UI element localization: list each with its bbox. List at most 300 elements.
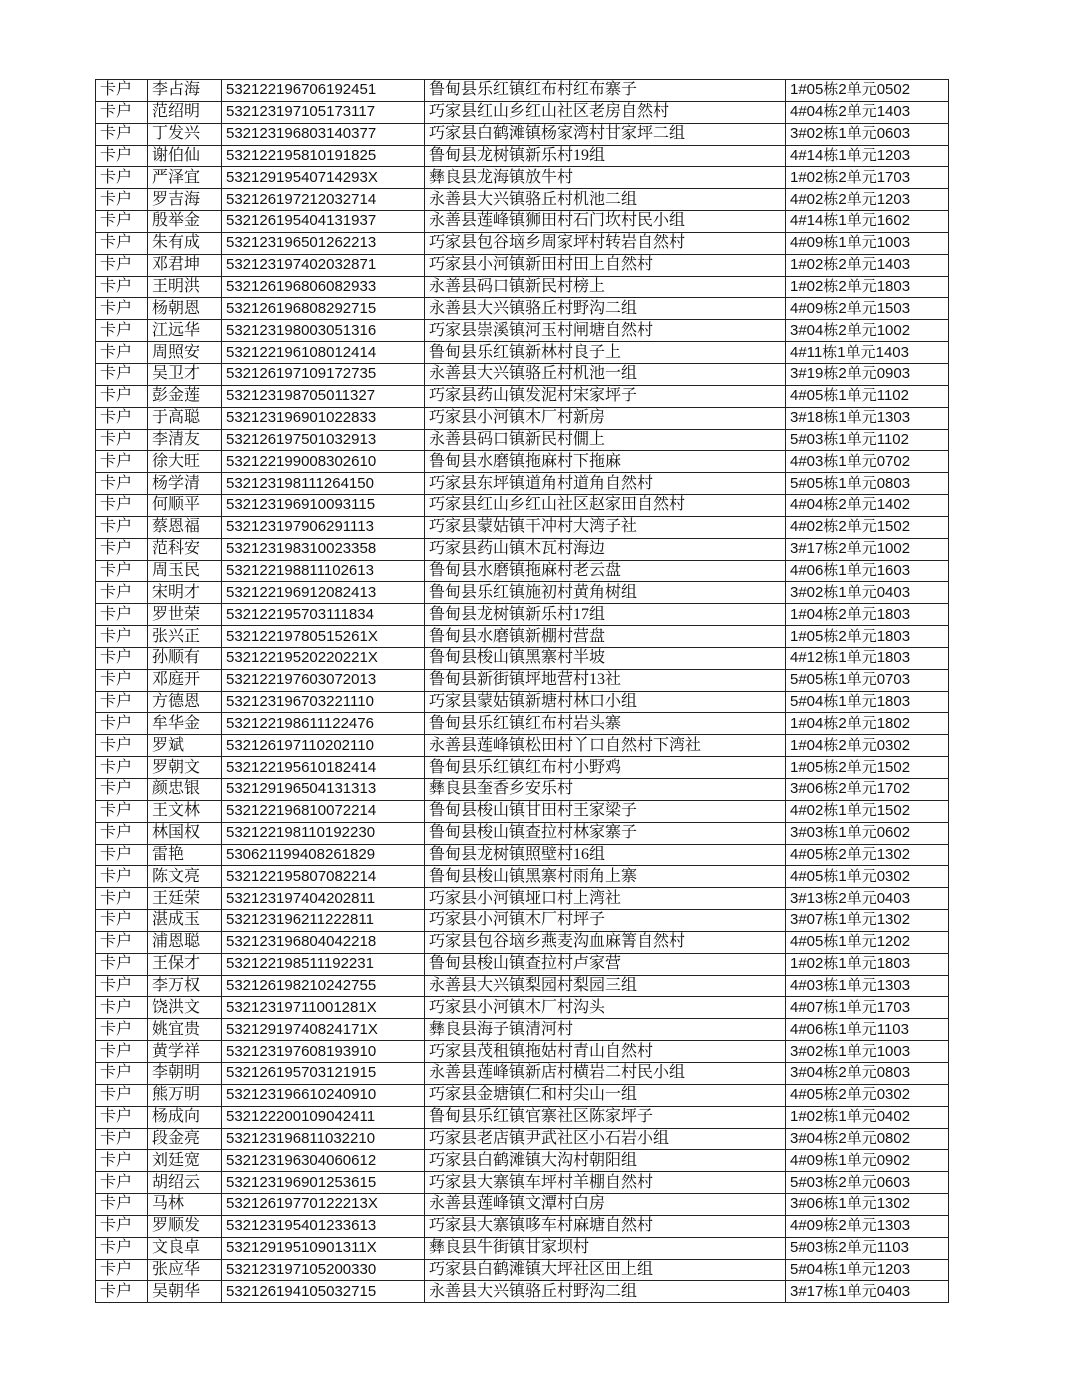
household-type-cell: 卡户 xyxy=(96,123,148,145)
id-number-cell: 532123197608193910 xyxy=(222,1041,425,1063)
table-row xyxy=(96,1019,949,1041)
address-cell: 巧家县金塘镇仁和村尖山一组 xyxy=(425,1084,786,1106)
person-name-cell: 王保才 xyxy=(148,953,222,975)
person-name-cell: 殷举金 xyxy=(148,211,222,233)
person-name-cell: 张兴正 xyxy=(148,626,222,648)
address-cell: 鲁甸县龙树镇新乐村19组 xyxy=(425,145,786,167)
table-row xyxy=(96,713,949,735)
room-assignment-cell: 1#04栋2单元1802 xyxy=(786,713,949,735)
id-number-cell: 532122198611122476 xyxy=(222,713,425,735)
room-assignment-cell: 4#12栋1单元1803 xyxy=(786,647,949,669)
table-row xyxy=(96,953,949,975)
person-name-cell: 李清友 xyxy=(148,429,222,451)
id-number-cell: 532126197501032913 xyxy=(222,429,425,451)
person-name-cell: 刘廷宽 xyxy=(148,1150,222,1172)
address-cell: 巧家县蒙姑镇新塘村林口小组 xyxy=(425,691,786,713)
room-assignment-cell: 5#04栋1单元1203 xyxy=(786,1259,949,1281)
household-type-cell: 卡户 xyxy=(96,167,148,189)
id-number-cell: 532126197212032714 xyxy=(222,189,425,211)
id-number-cell: 532122196108012414 xyxy=(222,342,425,364)
address-cell: 鲁甸县龙树镇新乐村17组 xyxy=(425,604,786,626)
id-number-cell: 532126195404131937 xyxy=(222,211,425,233)
person-name-cell: 杨朝恩 xyxy=(148,298,222,320)
address-cell: 鲁甸县乐红镇施初村黄角树组 xyxy=(425,582,786,604)
room-assignment-cell: 4#14栋1单元1203 xyxy=(786,145,949,167)
room-assignment-cell: 3#02栋1单元0403 xyxy=(786,582,949,604)
room-assignment-cell: 4#09栋1单元0902 xyxy=(786,1150,949,1172)
person-name-cell: 邓庭开 xyxy=(148,669,222,691)
household-type-cell: 卡户 xyxy=(96,626,148,648)
address-cell: 永善县莲峰镇狮田村石门坎村民小组 xyxy=(425,211,786,233)
table-row xyxy=(96,320,949,342)
table-row xyxy=(96,910,949,932)
id-number-cell: 53212919740824171X xyxy=(222,1019,425,1041)
address-cell: 鲁甸县梭山镇甘田村王家梁子 xyxy=(425,800,786,822)
room-assignment-cell: 1#02栋2单元1703 xyxy=(786,167,949,189)
person-name-cell: 杨学清 xyxy=(148,473,222,495)
room-assignment-cell: 3#19栋2单元0903 xyxy=(786,363,949,385)
person-name-cell: 徐大旺 xyxy=(148,451,222,473)
table-row xyxy=(96,560,949,582)
household-type-cell: 卡户 xyxy=(96,407,148,429)
room-assignment-cell: 4#02栋2单元1502 xyxy=(786,516,949,538)
table-row xyxy=(96,1128,949,1150)
id-number-cell: 532123197906291113 xyxy=(222,516,425,538)
table-row xyxy=(96,779,949,801)
household-table xyxy=(95,79,949,1303)
person-name-cell: 牟华金 xyxy=(148,713,222,735)
room-assignment-cell: 3#17栋1单元0403 xyxy=(786,1281,949,1303)
person-name-cell: 周玉民 xyxy=(148,560,222,582)
person-name-cell: 朱有成 xyxy=(148,232,222,254)
address-cell: 巧家县茂租镇拖姑村青山自然村 xyxy=(425,1041,786,1063)
table-row xyxy=(96,735,949,757)
room-assignment-cell: 3#18栋1单元1303 xyxy=(786,407,949,429)
address-cell: 鲁甸县乐红镇官寨社区陈家坪子 xyxy=(425,1106,786,1128)
person-name-cell: 浦恩聪 xyxy=(148,931,222,953)
address-cell: 永善县大兴镇骆丘村野沟二组 xyxy=(425,298,786,320)
person-name-cell: 罗顺发 xyxy=(148,1215,222,1237)
address-cell: 永善县大兴镇骆丘村机池二组 xyxy=(425,189,786,211)
room-assignment-cell: 4#04栋2单元1402 xyxy=(786,495,949,517)
room-assignment-cell: 3#17栋2单元1002 xyxy=(786,538,949,560)
table-row xyxy=(96,101,949,123)
person-name-cell: 段金亮 xyxy=(148,1128,222,1150)
address-cell: 巧家县药山镇发泥村宋家坪子 xyxy=(425,385,786,407)
id-number-cell: 532123198310023358 xyxy=(222,538,425,560)
household-type-cell: 卡户 xyxy=(96,516,148,538)
person-name-cell: 雷艳 xyxy=(148,844,222,866)
table-row xyxy=(96,145,949,167)
room-assignment-cell: 4#09栋1单元1003 xyxy=(786,232,949,254)
address-cell: 彝良县龙海镇放牛村 xyxy=(425,167,786,189)
room-assignment-cell: 4#02栋1单元1502 xyxy=(786,800,949,822)
address-cell: 鲁甸县乐红镇红布村红布寨子 xyxy=(425,80,786,102)
table-row xyxy=(96,363,949,385)
table-row xyxy=(96,123,949,145)
person-name-cell: 罗斌 xyxy=(148,735,222,757)
id-number-cell: 532123196901022833 xyxy=(222,407,425,429)
id-number-cell: 53212619770122213X xyxy=(222,1194,425,1216)
person-name-cell: 严泽宜 xyxy=(148,167,222,189)
room-assignment-cell: 1#02栋2单元1803 xyxy=(786,276,949,298)
person-name-cell: 林国权 xyxy=(148,822,222,844)
id-number-cell: 532129196504131313 xyxy=(222,779,425,801)
address-cell: 巧家县东坪镇道角村道角自然村 xyxy=(425,473,786,495)
household-type-cell: 卡户 xyxy=(96,713,148,735)
household-type-cell: 卡户 xyxy=(96,1019,148,1041)
address-cell: 鲁甸县乐红镇红布村岩头寨 xyxy=(425,713,786,735)
room-assignment-cell: 3#03栋1单元0602 xyxy=(786,822,949,844)
room-assignment-cell: 1#05栋2单元1803 xyxy=(786,626,949,648)
household-type-cell: 卡户 xyxy=(96,189,148,211)
household-type-cell: 卡户 xyxy=(96,473,148,495)
room-assignment-cell: 4#11栋1单元1403 xyxy=(786,342,949,364)
table-row xyxy=(96,298,949,320)
id-number-cell: 532123197404202811 xyxy=(222,888,425,910)
person-name-cell: 颜忠银 xyxy=(148,779,222,801)
id-number-cell: 532123196501262213 xyxy=(222,232,425,254)
person-name-cell: 马林 xyxy=(148,1194,222,1216)
person-name-cell: 熊万明 xyxy=(148,1084,222,1106)
address-cell: 彝良县奎香乡安乐村 xyxy=(425,779,786,801)
household-type-cell: 卡户 xyxy=(96,145,148,167)
table-row xyxy=(96,473,949,495)
address-cell: 鲁甸县梭山镇查拉村卢家营 xyxy=(425,953,786,975)
id-number-cell: 532126195703121915 xyxy=(222,1062,425,1084)
household-type-cell: 卡户 xyxy=(96,211,148,233)
id-number-cell: 53212919540714293X xyxy=(222,167,425,189)
room-assignment-cell: 4#02栋2单元1203 xyxy=(786,189,949,211)
person-name-cell: 黄学祥 xyxy=(148,1041,222,1063)
room-assignment-cell: 3#04栋2单元0802 xyxy=(786,1128,949,1150)
table-row xyxy=(96,757,949,779)
table-row xyxy=(96,167,949,189)
person-name-cell: 胡绍云 xyxy=(148,1172,222,1194)
person-name-cell: 饶洪文 xyxy=(148,997,222,1019)
table-row xyxy=(96,1150,949,1172)
address-cell: 巧家县包谷垴乡燕麦沟血麻箐自然村 xyxy=(425,931,786,953)
person-name-cell: 方德恩 xyxy=(148,691,222,713)
room-assignment-cell: 1#02栋2单元1403 xyxy=(786,254,949,276)
id-number-cell: 532122195810191825 xyxy=(222,145,425,167)
room-assignment-cell: 5#03栋2单元0603 xyxy=(786,1172,949,1194)
room-assignment-cell: 1#02栋1单元0402 xyxy=(786,1106,949,1128)
id-number-cell: 53212319711001281X xyxy=(222,997,425,1019)
room-assignment-cell: 4#04栋2单元1403 xyxy=(786,101,949,123)
id-number-cell: 532122196912082413 xyxy=(222,582,425,604)
room-assignment-cell: 3#13栋2单元0403 xyxy=(786,888,949,910)
table-row xyxy=(96,342,949,364)
room-assignment-cell: 5#03栋1单元1102 xyxy=(786,429,949,451)
address-cell: 巧家县老店镇尹武社区小石岩小组 xyxy=(425,1128,786,1150)
id-number-cell: 532123196804042218 xyxy=(222,931,425,953)
room-assignment-cell: 4#06栋1单元1103 xyxy=(786,1019,949,1041)
address-cell: 彝良县海子镇清河村 xyxy=(425,1019,786,1041)
id-number-cell: 532122196706192451 xyxy=(222,80,425,102)
id-number-cell: 532123196811032210 xyxy=(222,1128,425,1150)
address-cell: 巧家县小河镇木厂村新房 xyxy=(425,407,786,429)
address-cell: 巧家县大寨镇哆车村麻塘自然村 xyxy=(425,1215,786,1237)
household-type-cell: 卡户 xyxy=(96,254,148,276)
household-type-cell: 卡户 xyxy=(96,538,148,560)
table-row xyxy=(96,1215,949,1237)
table-row xyxy=(96,516,949,538)
id-number-cell: 532123196610240910 xyxy=(222,1084,425,1106)
address-cell: 永善县莲峰镇文潭村白房 xyxy=(425,1194,786,1216)
person-name-cell: 罗朝文 xyxy=(148,757,222,779)
address-cell: 鲁甸县水磨镇拖麻村下拖麻 xyxy=(425,451,786,473)
table-row xyxy=(96,80,949,102)
table-row xyxy=(96,276,949,298)
id-number-cell: 532123198705011327 xyxy=(222,385,425,407)
person-name-cell: 于高聪 xyxy=(148,407,222,429)
table-row xyxy=(96,931,949,953)
household-type-cell: 卡户 xyxy=(96,844,148,866)
household-type-cell: 卡户 xyxy=(96,604,148,626)
table-row xyxy=(96,604,949,626)
room-assignment-cell: 3#07栋1单元1302 xyxy=(786,910,949,932)
person-name-cell: 李朝明 xyxy=(148,1062,222,1084)
id-number-cell: 532122198511192231 xyxy=(222,953,425,975)
id-number-cell: 53212219520220221X xyxy=(222,647,425,669)
household-type-cell: 卡户 xyxy=(96,342,148,364)
household-type-cell: 卡户 xyxy=(96,1062,148,1084)
person-name-cell: 邓君坤 xyxy=(148,254,222,276)
household-type-cell: 卡户 xyxy=(96,1237,148,1259)
address-cell: 鲁甸县梭山镇黑寨村半坡 xyxy=(425,647,786,669)
address-cell: 巧家县红山乡红山社区赵家田自然村 xyxy=(425,495,786,517)
address-cell: 巧家县白鹤滩镇杨家湾村甘家坪二组 xyxy=(425,123,786,145)
address-cell: 鲁甸县水磨镇拖麻村老云盘 xyxy=(425,560,786,582)
table-row xyxy=(96,451,949,473)
person-name-cell: 王文林 xyxy=(148,800,222,822)
household-type-cell: 卡户 xyxy=(96,647,148,669)
address-cell: 鲁甸县梭山镇查拉村林家寨子 xyxy=(425,822,786,844)
room-assignment-cell: 4#03栋1单元0702 xyxy=(786,451,949,473)
id-number-cell: 532122199008302610 xyxy=(222,451,425,473)
person-name-cell: 范绍明 xyxy=(148,101,222,123)
address-cell: 鲁甸县水磨镇新棚村营盘 xyxy=(425,626,786,648)
room-assignment-cell: 4#05栋1单元0302 xyxy=(786,866,949,888)
room-assignment-cell: 4#05栋1单元1102 xyxy=(786,385,949,407)
household-type-cell: 卡户 xyxy=(96,953,148,975)
person-name-cell: 罗吉海 xyxy=(148,189,222,211)
id-number-cell: 532123196304060612 xyxy=(222,1150,425,1172)
room-assignment-cell: 4#03栋1单元1303 xyxy=(786,975,949,997)
table-row xyxy=(96,669,949,691)
person-name-cell: 吴卫才 xyxy=(148,363,222,385)
address-cell: 巧家县药山镇木瓦村海边 xyxy=(425,538,786,560)
table-row xyxy=(96,385,949,407)
id-number-cell: 532123196910093115 xyxy=(222,495,425,517)
id-number-cell: 532126197110202110 xyxy=(222,735,425,757)
table-row xyxy=(96,1194,949,1216)
room-assignment-cell: 1#04栋2单元0302 xyxy=(786,735,949,757)
table-row xyxy=(96,538,949,560)
address-cell: 鲁甸县乐红镇新林村良子上 xyxy=(425,342,786,364)
id-number-cell: 532126194105032715 xyxy=(222,1281,425,1303)
table-row xyxy=(96,1259,949,1281)
household-type-cell: 卡户 xyxy=(96,320,148,342)
person-name-cell: 孙顺有 xyxy=(148,647,222,669)
address-cell: 永善县莲峰镇新店村横岩二村民小组 xyxy=(425,1062,786,1084)
table-row xyxy=(96,407,949,429)
table-row xyxy=(96,997,949,1019)
household-type-cell: 卡户 xyxy=(96,1106,148,1128)
id-number-cell: 532122198811102613 xyxy=(222,560,425,582)
id-number-cell: 532123196803140377 xyxy=(222,123,425,145)
id-number-cell: 532123196211222811 xyxy=(222,910,425,932)
table-row xyxy=(96,822,949,844)
address-cell: 鲁甸县乐红镇红布村小野鸡 xyxy=(425,757,786,779)
household-type-cell: 卡户 xyxy=(96,451,148,473)
household-type-cell: 卡户 xyxy=(96,363,148,385)
table-row xyxy=(96,800,949,822)
id-number-cell: 532123197105200330 xyxy=(222,1259,425,1281)
household-type-cell: 卡户 xyxy=(96,1281,148,1303)
room-assignment-cell: 4#05栋1单元1202 xyxy=(786,931,949,953)
room-assignment-cell: 4#05栋2单元0302 xyxy=(786,1084,949,1106)
household-type-cell: 卡户 xyxy=(96,691,148,713)
person-name-cell: 何顺平 xyxy=(148,495,222,517)
table-row xyxy=(96,1062,949,1084)
table-row xyxy=(96,1281,949,1303)
id-number-cell: 532122195703111834 xyxy=(222,604,425,626)
person-name-cell: 王明洪 xyxy=(148,276,222,298)
person-name-cell: 罗世荣 xyxy=(148,604,222,626)
household-type-cell: 卡户 xyxy=(96,800,148,822)
address-cell: 鲁甸县梭山镇黑寨村雨角上寨 xyxy=(425,866,786,888)
id-number-cell: 532123196703221110 xyxy=(222,691,425,713)
address-cell: 巧家县白鹤滩镇大坪社区田上组 xyxy=(425,1259,786,1281)
address-cell: 永善县莲峰镇松田村丫口自然村下湾社 xyxy=(425,735,786,757)
room-assignment-cell: 5#03栋2单元1103 xyxy=(786,1237,949,1259)
room-assignment-cell: 4#05栋2单元1302 xyxy=(786,844,949,866)
person-name-cell: 周照安 xyxy=(148,342,222,364)
household-type-cell: 卡户 xyxy=(96,560,148,582)
address-cell: 巧家县蒙姑镇干冲村大湾子社 xyxy=(425,516,786,538)
household-type-cell: 卡户 xyxy=(96,866,148,888)
person-name-cell: 李万权 xyxy=(148,975,222,997)
id-number-cell: 532123195401233613 xyxy=(222,1215,425,1237)
household-type-cell: 卡户 xyxy=(96,582,148,604)
address-cell: 巧家县大寨镇车坪村羊棚自然村 xyxy=(425,1172,786,1194)
table-row xyxy=(96,1106,949,1128)
household-type-cell: 卡户 xyxy=(96,385,148,407)
room-assignment-cell: 3#02栋1单元0603 xyxy=(786,123,949,145)
address-cell: 巧家县小河镇垭口村上湾社 xyxy=(425,888,786,910)
address-cell: 永善县大兴镇骆丘村机池一组 xyxy=(425,363,786,385)
table-row xyxy=(96,1237,949,1259)
room-assignment-cell: 4#09栋2单元1503 xyxy=(786,298,949,320)
table-row xyxy=(96,429,949,451)
id-number-cell: 532123197105173117 xyxy=(222,101,425,123)
address-cell: 鲁甸县龙树镇照壁村16组 xyxy=(425,844,786,866)
person-name-cell: 谢伯仙 xyxy=(148,145,222,167)
household-type-cell: 卡户 xyxy=(96,1194,148,1216)
room-assignment-cell: 5#04栋1单元1803 xyxy=(786,691,949,713)
table-body xyxy=(96,80,949,1303)
table-row xyxy=(96,975,949,997)
table-row xyxy=(96,1084,949,1106)
address-cell: 永善县码口镇新民村榜上 xyxy=(425,276,786,298)
household-type-cell: 卡户 xyxy=(96,1084,148,1106)
room-assignment-cell: 1#05栋2单元1502 xyxy=(786,757,949,779)
id-number-cell: 532122200109042411 xyxy=(222,1106,425,1128)
table-row xyxy=(96,254,949,276)
household-type-cell: 卡户 xyxy=(96,1128,148,1150)
household-type-cell: 卡户 xyxy=(96,931,148,953)
person-name-cell: 彭金莲 xyxy=(148,385,222,407)
id-number-cell: 53212219780515261X xyxy=(222,626,425,648)
room-assignment-cell: 4#14栋1单元1602 xyxy=(786,211,949,233)
household-type-cell: 卡户 xyxy=(96,1259,148,1281)
person-name-cell: 文良卓 xyxy=(148,1237,222,1259)
id-number-cell: 532123197402032871 xyxy=(222,254,425,276)
id-number-cell: 532123196901253615 xyxy=(222,1172,425,1194)
room-assignment-cell: 1#02栋1单元1803 xyxy=(786,953,949,975)
household-type-cell: 卡户 xyxy=(96,1172,148,1194)
id-number-cell: 532123198111264150 xyxy=(222,473,425,495)
person-name-cell: 范科安 xyxy=(148,538,222,560)
household-type-cell: 卡户 xyxy=(96,298,148,320)
household-type-cell: 卡户 xyxy=(96,779,148,801)
household-type-cell: 卡户 xyxy=(96,429,148,451)
room-assignment-cell: 3#06栋1单元1302 xyxy=(786,1194,949,1216)
person-name-cell: 陈文亮 xyxy=(148,866,222,888)
table-row xyxy=(96,626,949,648)
id-number-cell: 532123198003051316 xyxy=(222,320,425,342)
person-name-cell: 李占海 xyxy=(148,80,222,102)
household-type-cell: 卡户 xyxy=(96,669,148,691)
person-name-cell: 宋明才 xyxy=(148,582,222,604)
address-cell: 巧家县红山乡红山社区老房自然村 xyxy=(425,101,786,123)
person-name-cell: 江远华 xyxy=(148,320,222,342)
address-cell: 永善县大兴镇梨园村梨园三组 xyxy=(425,975,786,997)
table-row xyxy=(96,844,949,866)
table-row xyxy=(96,647,949,669)
room-assignment-cell: 1#04栋2单元1803 xyxy=(786,604,949,626)
room-assignment-cell: 3#06栋2单元1702 xyxy=(786,779,949,801)
address-cell: 彝良县牛街镇甘家坝村 xyxy=(425,1237,786,1259)
id-number-cell: 532122195610182414 xyxy=(222,757,425,779)
address-cell: 巧家县白鹤滩镇大沟村朝阳组 xyxy=(425,1150,786,1172)
address-cell: 巧家县小河镇新田村田上自然村 xyxy=(425,254,786,276)
room-assignment-cell: 4#09栋2单元1303 xyxy=(786,1215,949,1237)
id-number-cell: 532122196810072214 xyxy=(222,800,425,822)
person-name-cell: 丁发兴 xyxy=(148,123,222,145)
household-type-cell: 卡户 xyxy=(96,80,148,102)
person-name-cell: 姚宜贵 xyxy=(148,1019,222,1041)
table-row xyxy=(96,189,949,211)
table-row xyxy=(96,1172,949,1194)
table-row xyxy=(96,691,949,713)
id-number-cell: 532126198210242755 xyxy=(222,975,425,997)
household-type-cell: 卡户 xyxy=(96,735,148,757)
household-type-cell: 卡户 xyxy=(96,997,148,1019)
household-type-cell: 卡户 xyxy=(96,975,148,997)
address-cell: 巧家县崇溪镇河玉村闸塘自然村 xyxy=(425,320,786,342)
id-number-cell: 532122198110192230 xyxy=(222,822,425,844)
household-type-cell: 卡户 xyxy=(96,757,148,779)
household-type-cell: 卡户 xyxy=(96,495,148,517)
room-assignment-cell: 4#07栋1单元1703 xyxy=(786,997,949,1019)
room-assignment-cell: 1#05栋2单元0502 xyxy=(786,80,949,102)
id-number-cell: 532122197603072013 xyxy=(222,669,425,691)
room-assignment-cell: 5#05栋1单元0703 xyxy=(786,669,949,691)
person-name-cell: 张应华 xyxy=(148,1259,222,1281)
